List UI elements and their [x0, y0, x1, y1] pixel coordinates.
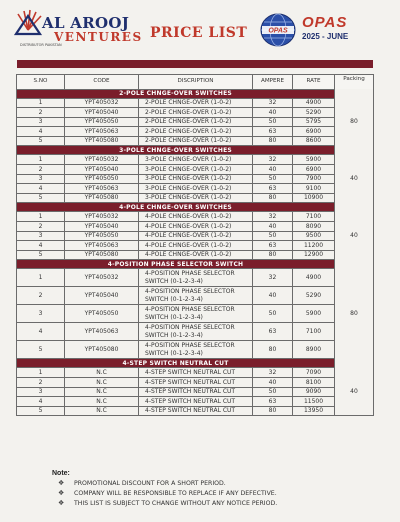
cell-sno: 4: [17, 184, 65, 194]
table-row: [17, 174, 374, 184]
cell-rate: 5900: [293, 305, 335, 323]
cell-ampere: 32: [253, 368, 293, 378]
cell-ampere: 32: [253, 212, 293, 222]
cell-code: YPT405040: [65, 287, 139, 305]
table-row: [17, 136, 374, 146]
page-header: [0, 0, 400, 52]
cell-description: 4-POLE CHNGE-OVER (1-0-2): [139, 250, 253, 260]
page-title: PRICE LIST: [150, 25, 248, 41]
brand-name: AL AROOJ: [42, 14, 130, 32]
price-table-container: [16, 74, 373, 416]
cell-ampere: 80: [253, 136, 293, 146]
table-row: [17, 368, 374, 378]
cell-rate: 8090: [293, 222, 335, 232]
cell-code: N.C: [65, 387, 139, 397]
cell-rate: 11200: [293, 241, 335, 251]
cell-code: YPT405050: [65, 231, 139, 241]
cell-code: YPT405050: [65, 174, 139, 184]
table-row: [17, 222, 374, 232]
table-header-row: [17, 75, 374, 90]
cell-packing: 80: [335, 98, 374, 146]
cell-code: YPT405032: [65, 269, 139, 287]
packing-spacer: [335, 89, 374, 98]
column-header-ampere: AMPERE: [253, 75, 293, 90]
cell-description: 2-POLE CHNGE-OVER (1-0-2): [139, 127, 253, 137]
cell-sno: 5: [17, 406, 65, 416]
price-table: [16, 74, 374, 416]
note-item: [52, 500, 372, 507]
section-title: 4-POLE CHNGE-OVER SWITCHES: [17, 203, 335, 212]
cell-description: 2-POLE CHNGE-OVER (1-0-2): [139, 117, 253, 127]
cell-rate: 5795: [293, 117, 335, 127]
cell-code: YPT405080: [65, 341, 139, 359]
cell-sno: 3: [17, 305, 65, 323]
cell-code: YPT405040: [65, 222, 139, 232]
cell-description: 4-POSITION PHASE SELECTOR SWITCH (0-1-2-3-4): [139, 305, 253, 323]
cell-sno: 2: [17, 165, 65, 175]
cell-code: YPT405040: [65, 108, 139, 118]
packing-spacer: [335, 146, 374, 155]
cell-packing: 40: [335, 155, 374, 203]
cell-rate: 7090: [293, 368, 335, 378]
cell-description: 3-POLE CHNGE-OVER (1-0-2): [139, 193, 253, 203]
cell-packing: 80: [335, 269, 374, 359]
cell-ampere: 63: [253, 241, 293, 251]
column-header-description: DISCRIPTION: [139, 75, 253, 90]
cell-ampere: 40: [253, 222, 293, 232]
cell-code: N.C: [65, 368, 139, 378]
cell-ampere: 50: [253, 387, 293, 397]
cell-code: YPT405080: [65, 193, 139, 203]
column-header-rate: RATE: [293, 75, 335, 90]
cell-ampere: 40: [253, 108, 293, 118]
cell-description: 4-STEP SWITCH NEUTRAL CUT: [139, 406, 253, 416]
cell-code: YPT405080: [65, 250, 139, 260]
cell-ampere: 32: [253, 269, 293, 287]
cell-description: 4-POLE CHNGE-OVER (1-0-2): [139, 212, 253, 222]
cell-rate: 8600: [293, 136, 335, 146]
price-list-date: 2025 - JUNE: [302, 32, 349, 41]
header-bar: [17, 60, 373, 68]
cell-rate: 11500: [293, 397, 335, 407]
cell-packing: 40: [335, 212, 374, 260]
table-row: [17, 250, 374, 260]
cell-rate: 5290: [293, 108, 335, 118]
cell-sno: 5: [17, 193, 65, 203]
cell-sno: 4: [17, 127, 65, 137]
cell-rate: 4900: [293, 269, 335, 287]
cell-sno: 2: [17, 222, 65, 232]
cell-sno: 3: [17, 117, 65, 127]
cell-description: 2-POLE CHNGE-OVER (1-0-2): [139, 136, 253, 146]
diamond-bullet-icon: ❖: [58, 489, 65, 497]
cell-code: YPT405032: [65, 212, 139, 222]
cell-sno: 3: [17, 387, 65, 397]
cell-sno: 5: [17, 250, 65, 260]
packing-spacer: [335, 203, 374, 212]
table-row: [17, 287, 374, 305]
cell-description: 4-POLE CHNGE-OVER (1-0-2): [139, 222, 253, 232]
packing-spacer: [335, 359, 374, 368]
cell-rate: 6900: [293, 165, 335, 175]
cell-code: YPT405080: [65, 136, 139, 146]
cell-sno: 1: [17, 212, 65, 222]
cell-sno: 5: [17, 341, 65, 359]
cell-rate: 9100: [293, 184, 335, 194]
cell-code: YPT405050: [65, 117, 139, 127]
brand-tagline: DISTRIBUTOR PAKISTAN: [20, 43, 62, 47]
table-row: [17, 323, 374, 341]
cell-code: N.C: [65, 406, 139, 416]
cell-rate: 8900: [293, 341, 335, 359]
cell-description: 2-POLE CHNGE-OVER (1-0-2): [139, 98, 253, 108]
cell-ampere: 80: [253, 341, 293, 359]
table-row: [17, 212, 374, 222]
cell-rate: 7100: [293, 323, 335, 341]
column-header-packing: Packing: [335, 75, 374, 90]
table-row: [17, 305, 374, 323]
cell-rate: 7100: [293, 212, 335, 222]
cell-rate: 7900: [293, 174, 335, 184]
cell-description: 3-POLE CHNGE-OVER (1-0-2): [139, 155, 253, 165]
cell-code: YPT405032: [65, 98, 139, 108]
section-header-row: [17, 89, 374, 98]
cell-description: 4-STEP SWITCH NEUTRAL CUT: [139, 368, 253, 378]
cell-rate: 5900: [293, 155, 335, 165]
cell-sno: 5: [17, 136, 65, 146]
table-row: [17, 406, 374, 416]
cell-description: 3-POLE CHNGE-OVER (1-0-2): [139, 165, 253, 175]
notes-title: Note:: [52, 470, 70, 477]
section-header-row: [17, 260, 374, 269]
cell-description: 4-STEP SWITCH NEUTRAL CUT: [139, 387, 253, 397]
brand-logo: [14, 8, 144, 50]
table-row: [17, 397, 374, 407]
cell-sno: 1: [17, 269, 65, 287]
cell-rate: 13950: [293, 406, 335, 416]
cell-ampere: 40: [253, 378, 293, 388]
globe-logo-icon: [258, 12, 298, 48]
table-row: [17, 117, 374, 127]
cell-code: YPT405063: [65, 323, 139, 341]
cell-code: N.C: [65, 378, 139, 388]
cell-code: YPT405063: [65, 241, 139, 251]
note-text: COMPANY WILL BE RESPONSIBLE TO REPLACE IF ANY DEFECTIVE.: [74, 490, 277, 497]
cell-packing: 40: [335, 368, 374, 416]
table-row: [17, 387, 374, 397]
cell-sno: 1: [17, 98, 65, 108]
cell-code: YPT405063: [65, 127, 139, 137]
cell-ampere: 80: [253, 193, 293, 203]
table-row: [17, 108, 374, 118]
section-header-row: [17, 146, 374, 155]
cell-ampere: 63: [253, 397, 293, 407]
cell-code: YPT405032: [65, 155, 139, 165]
notes-section: [52, 470, 372, 507]
table-row: [17, 241, 374, 251]
table-row: [17, 378, 374, 388]
table-row: [17, 341, 374, 359]
cell-ampere: 32: [253, 155, 293, 165]
cell-rate: 9090: [293, 387, 335, 397]
section-title: 4-STEP SWITCH NEUTRAL CUT: [17, 359, 335, 368]
packing-spacer: [335, 260, 374, 269]
cell-description: 4-POLE CHNGE-OVER (1-0-2): [139, 241, 253, 251]
cell-ampere: 63: [253, 127, 293, 137]
cell-ampere: 50: [253, 305, 293, 323]
section-header-row: [17, 359, 374, 368]
cell-sno: 2: [17, 378, 65, 388]
cell-description: 3-POLE CHNGE-OVER (1-0-2): [139, 174, 253, 184]
cell-ampere: 63: [253, 184, 293, 194]
cell-ampere: 63: [253, 323, 293, 341]
table-row: [17, 155, 374, 165]
note-item: [52, 480, 372, 487]
partner-brand: OPAS: [302, 14, 348, 31]
cell-rate: 6900: [293, 127, 335, 137]
diamond-bullet-icon: ❖: [58, 479, 65, 487]
cell-code: YPT405040: [65, 165, 139, 175]
cell-description: 4-POSITION PHASE SELECTOR SWITCH (0-1-2-3-4): [139, 287, 253, 305]
section-header-row: [17, 203, 374, 212]
section-title: 3-POLE CHNGE-OVER SWITCHES: [17, 146, 335, 155]
table-row: [17, 184, 374, 194]
cell-ampere: 50: [253, 174, 293, 184]
cell-code: N.C: [65, 397, 139, 407]
table-row: [17, 127, 374, 137]
column-header-sno: S.NO: [17, 75, 65, 90]
cell-code: YPT405050: [65, 305, 139, 323]
price-table-body: [17, 89, 374, 416]
cell-description: 4-POLE CHNGE-OVER (1-0-2): [139, 231, 253, 241]
cell-description: 3-POLE CHNGE-OVER (1-0-2): [139, 184, 253, 194]
cell-rate: 5290: [293, 287, 335, 305]
cell-ampere: 40: [253, 287, 293, 305]
cell-ampere: 40: [253, 165, 293, 175]
section-title: 2-POLE CHNGE-OVER SWITCHES: [17, 89, 335, 98]
cell-description: 4-STEP SWITCH NEUTRAL CUT: [139, 397, 253, 407]
cell-ampere: 80: [253, 250, 293, 260]
cell-rate: 9500: [293, 231, 335, 241]
cell-description: 4-STEP SWITCH NEUTRAL CUT: [139, 378, 253, 388]
cell-sno: 4: [17, 397, 65, 407]
cell-sno: 4: [17, 323, 65, 341]
table-row: [17, 98, 374, 108]
table-row: [17, 231, 374, 241]
brand-subname: VENTURES: [54, 30, 143, 44]
cell-sno: 4: [17, 241, 65, 251]
table-row: [17, 269, 374, 287]
cell-ampere: 32: [253, 98, 293, 108]
note-text: PROMOTIONAL DISCOUNT FOR A SHORT PERIOD.: [74, 480, 226, 487]
cell-description: 4-POSITION PHASE SELECTOR SWITCH (0-1-2-3-4): [139, 269, 253, 287]
note-text: THIS LIST IS SUBJECT TO CHANGE WITHOUT ANY NOTICE PERIOD.: [74, 500, 278, 507]
cell-description: 2-POLE CHNGE-OVER (1-0-2): [139, 108, 253, 118]
cell-rate: 10900: [293, 193, 335, 203]
svg-text:OPAS: OPAS: [268, 27, 288, 35]
cell-sno: 2: [17, 108, 65, 118]
cell-sno: 3: [17, 231, 65, 241]
cell-ampere: 50: [253, 117, 293, 127]
cell-rate: 4900: [293, 98, 335, 108]
cell-sno: 1: [17, 368, 65, 378]
cell-description: 4-POSITION PHASE SELECTOR SWITCH (0-1-2-3-4): [139, 323, 253, 341]
cell-ampere: 80: [253, 406, 293, 416]
cell-ampere: 50: [253, 231, 293, 241]
section-title: 4-POSITION PHASE SELECTOR SWITCH: [17, 260, 335, 269]
cell-rate: 8100: [293, 378, 335, 388]
cell-sno: 2: [17, 287, 65, 305]
cell-rate: 12900: [293, 250, 335, 260]
table-row: [17, 165, 374, 175]
cell-sno: 3: [17, 174, 65, 184]
note-item: [52, 490, 372, 497]
cell-sno: 1: [17, 155, 65, 165]
diamond-bullet-icon: ❖: [58, 499, 65, 507]
table-row: [17, 193, 374, 203]
cell-description: 4-POSITION PHASE SELECTOR SWITCH (0-1-2-3-4): [139, 341, 253, 359]
column-header-code: CODE: [65, 75, 139, 90]
cell-code: YPT405063: [65, 184, 139, 194]
